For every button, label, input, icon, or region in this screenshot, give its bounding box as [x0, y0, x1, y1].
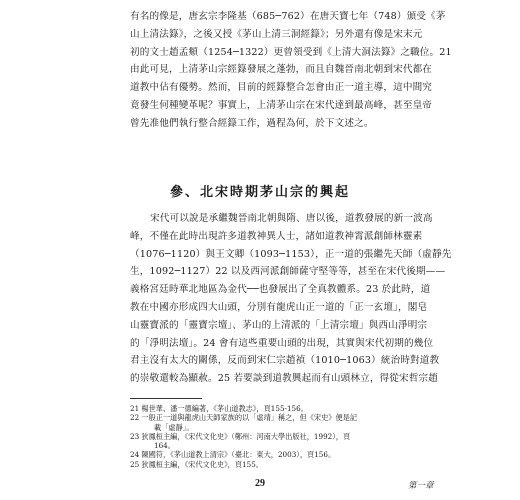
footnote: 23 狄鳳桓主編，《宋代文化史》（鄭州：河南大學出版社，1992），頁: [130, 431, 351, 441]
footnote: 21 楊世華、潘一德編著，《茅山道教志》，頁155-156。: [130, 404, 308, 413]
text-line: 竟發生何種變革呢？事實上，上清茅山宗在宋代達到最高峰，甚至皇帝: [130, 99, 433, 111]
text-line: （1076─1120）與王文卿（1093─1153），正一道的張繼先天師（虛靜先: [130, 248, 452, 260]
footnote-continuation: 164。: [154, 441, 175, 451]
text-line: 的「淨明法壇」。24 會有這些重要山頭的出現，其實與宋代初期的幾位: [130, 337, 434, 349]
paragraph-top: [130, 8, 452, 133]
text-line: 君主沒有太大的關係，反而到宋仁宗趙禎（1010─1063）統治時對道教: [130, 355, 440, 367]
text-line: 教在中國亦形成四大山頭，分別有龍虎山正一道的「正一玄壇」，閣皂: [130, 301, 428, 313]
text-line: 山上清法籙》，之後又授《茅山上清三洞經籙》；另外還有像是宋末元: [130, 28, 423, 40]
text-line: 的崇敬還較為顯赦。25 若要談到道教興起而有山頭林立，得從宋哲宗趙: [130, 373, 439, 385]
chapter-label: 第一章: [408, 481, 434, 491]
footnotes: [130, 404, 452, 469]
section-heading: 參、北宋時期茅山宗的興起: [169, 185, 350, 200]
text-line: 生，1092─1127）22 以及西河派創師薩守堅等等，甚至在宋代後期——: [130, 266, 446, 278]
text-line: 宋代可以說是承繼魏晉南北朝與隋、唐以後，道教發展的新一波高: [150, 213, 433, 224]
footnote: 22 一般正一道與龍虎山天師家族的以「虛靖」稱之，但《宋史》便是記: [130, 413, 358, 423]
text-line: 山靈寶派的「靈寶宗壇」、茅山的上清派的「上清宗壇」與西山淨明宗: [130, 319, 428, 331]
text-line: 初的文士趙孟頫（1254─1322）更曾領受到《上清大洞法籙》之職位。21: [130, 46, 452, 58]
text-line: 峰，不僅在此時出現許多道教神異人士，諸如道教神霄派創師林靈素: [130, 230, 423, 242]
footnote: 25 狄鳳桓主編，《宋代文化史》，頁155。: [130, 459, 263, 469]
footnote: 24 陳國符，《茅山道教上清宗》（臺北：東大，2003），頁156。: [130, 450, 336, 460]
footnote-continuation: 載「虛靜」。: [154, 422, 194, 432]
text-line: 曾先准他們執行整合經籙工作，過程為何，於下文述之。: [130, 117, 374, 129]
page-number: 29: [255, 478, 265, 489]
text-line: 由此可見，上清茅山宗經籙發展之蓬勃，而且自魏晉南北朝到宋代都在: [130, 64, 433, 76]
text-line: 有名的像是，唐玄宗李隆基（685─762）在唐天寶七年（748）頒受《茅: [130, 11, 446, 22]
text-line: 道教中佔有優勢。然而，目前的經籙整合怎會由正一道主導，這中間究: [130, 82, 433, 94]
text-line: 義格宮廷時華北地區為金代──也發展出了全真教體系。23 於此時，道: [130, 284, 431, 296]
paragraph-bottom: [130, 210, 452, 388]
footnote-divider: [130, 398, 202, 399]
